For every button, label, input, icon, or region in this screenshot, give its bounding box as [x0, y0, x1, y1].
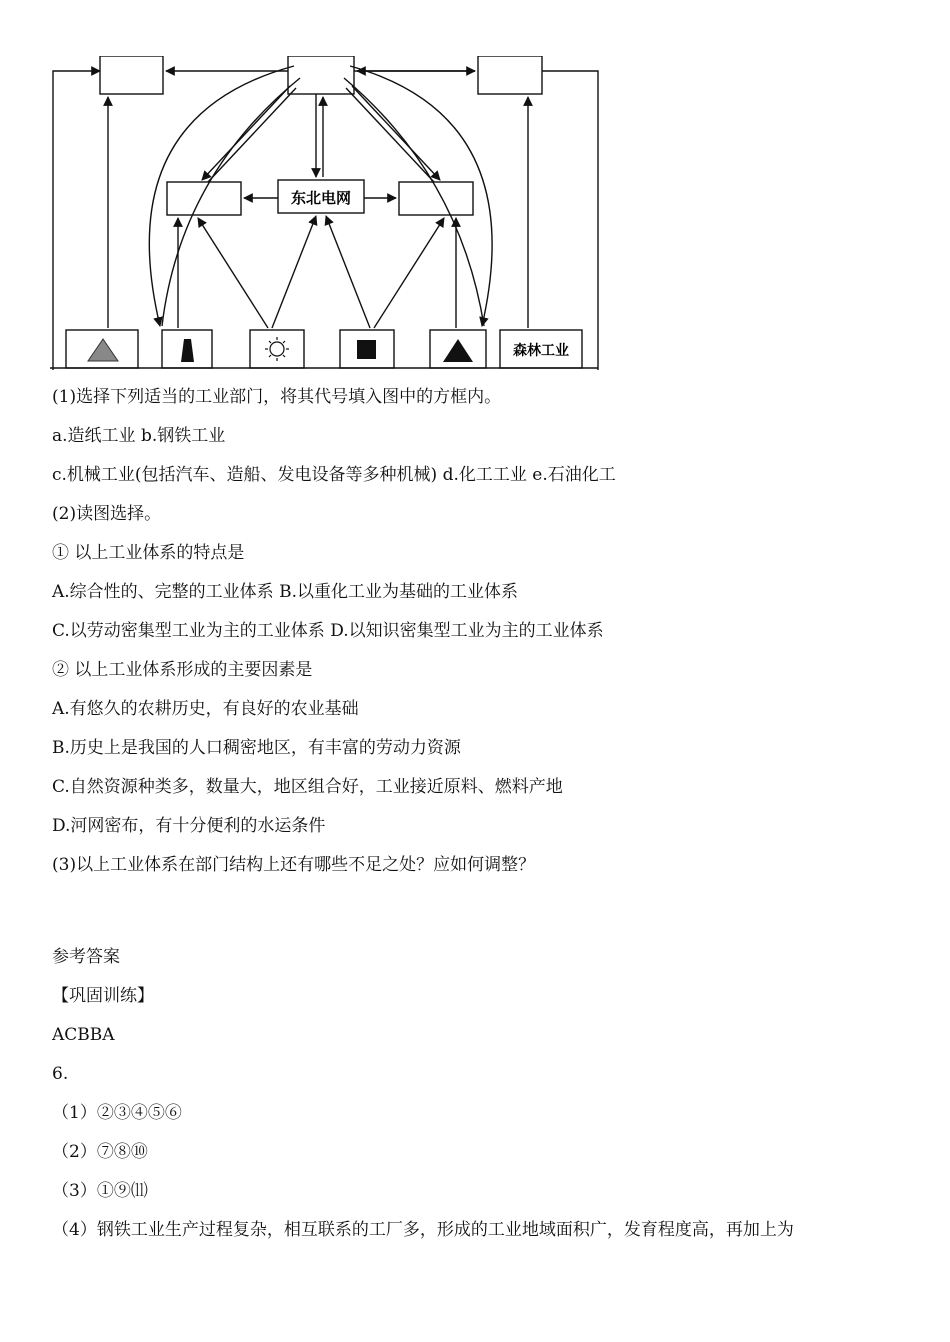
black-tower-icon — [181, 339, 194, 362]
answer-2: （2）⑦⑧⑩ — [52, 1142, 148, 1162]
options-row-1: a.造纸工业 b.钢铁工业 — [52, 426, 226, 446]
answers-section: 【巩固训练】 — [52, 986, 154, 1006]
question-1: (1)选择下列适当的工业部门，将其代号填入图中的方框内。 — [52, 387, 502, 407]
question-2-1: ① 以上工业体系的特点是 — [52, 543, 245, 563]
question-3: (3)以上工业体系在部门结构上还有哪些不足之处？应如何调整？ — [52, 855, 536, 875]
answers-heading: 参考答案 — [52, 947, 120, 967]
answers-number: 6. — [52, 1064, 69, 1084]
question-2: (2)读图选择。 — [52, 504, 162, 524]
top-left-box — [100, 56, 163, 94]
answer-3: （3）①⑨⑾ — [52, 1181, 148, 1201]
question-2-2: ② 以上工业体系形成的主要因素是 — [52, 660, 313, 680]
top-center-box — [288, 56, 354, 94]
forest-industry-label: 森林工业 — [513, 343, 569, 359]
middle-left-box — [167, 182, 241, 215]
answers-mc: ACBBA — [52, 1025, 115, 1045]
options-row-2: c.机械工业(包括汽车、造船、发电设备等多种机械) d.化工工业 e.石油化工 — [52, 465, 616, 485]
question-2-2-a: A.有悠久的农耕历史，有良好的农业基础 — [52, 699, 359, 719]
gray-triangle-icon — [88, 339, 118, 361]
question-2-2-c: C.自然资源种类多，数量大，地区组合好，工业接近原料、燃料产地 — [52, 777, 563, 797]
answer-4: （4）钢铁工业生产过程复杂，相互联系的工厂多，形成的工业地域面积广，发育程度高，再加上为 — [52, 1220, 794, 1240]
black-triangle-icon — [443, 339, 473, 362]
sun-icon — [265, 337, 289, 361]
grid-label: 东北电网 — [290, 189, 352, 207]
bottom-box-3 — [250, 330, 304, 368]
question-2-1-ab: A.综合性的、完整的工业体系 B.以重化工业为基础的工业体系 — [52, 582, 518, 602]
black-square-icon — [357, 340, 376, 359]
top-right-box — [478, 56, 542, 94]
industry-relation-diagram — [50, 56, 610, 370]
question-2-2-b: B.历史上是我国的人口稠密地区，有丰富的劳动力资源 — [52, 738, 461, 758]
answer-1: （1）②③④⑤⑥ — [52, 1103, 182, 1123]
question-2-1-cd: C.以劳动密集型工业为主的工业体系 D.以知识密集型工业为主的工业体系 — [52, 621, 604, 641]
outer-frame-left — [53, 71, 100, 370]
question-2-2-d: D.河网密布，有十分便利的水运条件 — [52, 816, 326, 836]
outer-frame-right — [542, 71, 598, 370]
